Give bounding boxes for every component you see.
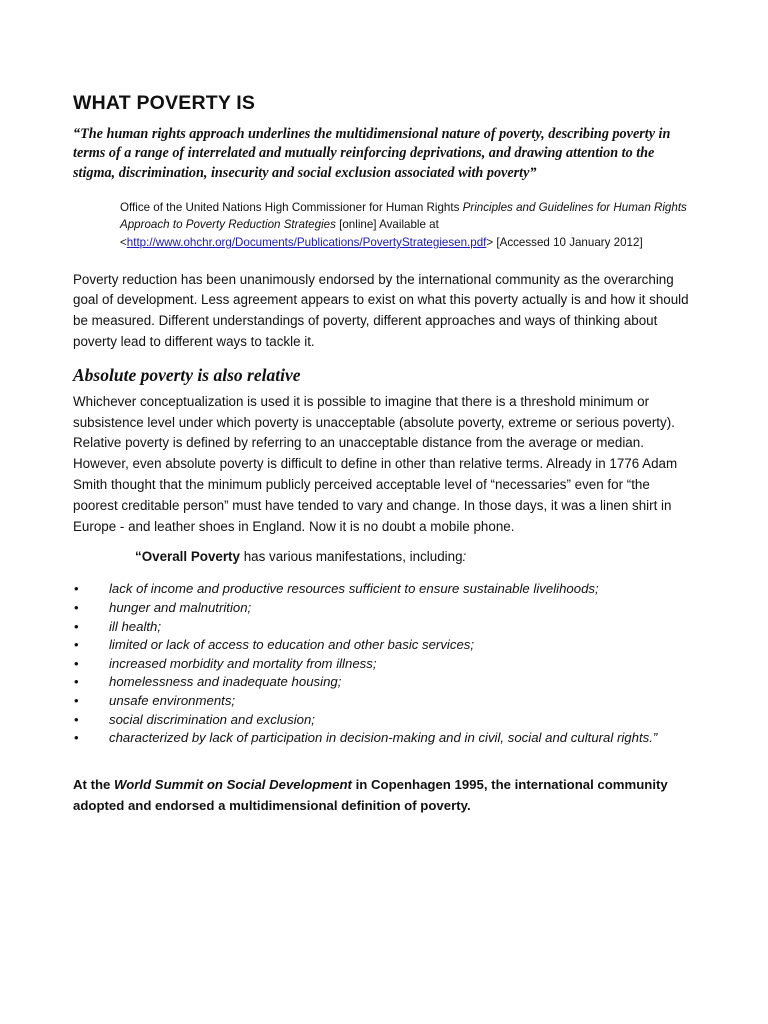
manifestations-intro [135,547,694,567]
list-item-text: increased morbidity and mortality from illness; [109,655,377,671]
bullet-icon: • [74,711,79,727]
list-item [73,580,694,599]
bullet-icon: • [74,637,79,653]
list-item [73,711,694,730]
list-item [73,729,694,748]
bullet-icon: • [74,693,79,708]
list-item-text: characterized by lack of participation in decision-making and in civil, social and cultural rights.” [109,730,658,746]
manifestations-list [73,580,694,747]
citation-online: [online] Available at < [120,218,439,250]
bullet-icon: • [74,581,79,597]
list-item-text: ill health; [109,618,162,634]
citation-accessed: > [Accessed 10 January 2012] [486,236,643,250]
list-item-text: unsafe environments; [109,693,236,708]
closing-paragraph [73,774,694,816]
list-item [73,618,694,637]
list-item-text: hunger and malnutrition; [109,600,252,616]
summit-name: World Summit on Social Development [114,776,352,792]
section-heading: Absolute poverty is also relative [73,364,301,385]
list-item-text: homelessness and inadequate housing; [109,674,342,690]
page-title: WHAT POVERTY IS [73,92,256,114]
intro-colon: : [462,549,467,565]
list-item-text: limited or lack of access to education and other basic services; [109,637,475,653]
citation-author: Office of the United Nations High Commissioner for Human Rights [120,200,463,214]
bullet-icon: • [74,674,79,690]
intro-rest: has various manifestations, including [239,549,463,565]
citation-link[interactable]: http://www.ohchr.org/Documents/Publications/PovertyStrategiesen.pdf [126,236,487,250]
list-item [73,655,694,674]
intro-open-quote: “ [135,549,142,565]
list-item [73,599,694,618]
bullet-icon: • [74,655,79,671]
list-item-text: social discrimination and exclusion; [109,711,315,727]
bullet-icon: • [74,730,79,746]
list-item-text: lack of income and productive resources sufficient to ensure sustainable livelihoods; [109,581,599,597]
intro-bold-term: Overall Poverty [141,549,240,565]
paragraph-absolute-poverty: Whichever conceptualization is used it is possible to imagine that there is a threshold minimum or subsistence level under which poverty is unacceptable (absolute poverty, extreme or serious poverty). Relative poverty is defined by referring to an unacceptable distance from the average or median. However, even absolute poverty is difficult to define in other than relative terms. Already in 1776 Adam Smith thought that the minimum publicly perceived acceptable level of “necessaries” even for “the poorest creditable person” must have tended to vary and change. In those days, it was a linen shirt in Europe - and leather shoes in England. Now it is no doubt a mobile phone. [73,393,678,534]
opening-quote: “The human rights approach underlines the multidimensional nature of poverty, describing poverty in terms of a range of interrelated and mutually reinforcing deprivations, and drawing attention to the stigma, discrimination, insecurity and social exclusion associated with poverty” [73,126,671,181]
list-item [73,636,694,655]
paragraph-intro: Poverty reduction has been unanimously endorsed by the international community as the overarching goal of development. Less agreement appears to exist on what this poverty actually is and how it should be measured. Different understandings of poverty, different approaches and ways of thinking about poverty lead to different ways to tackle it. [73,271,689,350]
bullet-icon: • [74,600,79,616]
closing-before: At the [73,776,115,792]
list-item [73,692,694,711]
closing-after: in Copenhagen 1995, the international community adopted and endorsed a multidimensional definition of poverty. [73,776,668,813]
citation [120,199,694,252]
list-item [73,673,694,692]
citation-work-title: Principles and Guidelines for Human Rights Approach to Poverty Reduction Strategies [120,200,687,232]
bullet-icon: • [74,618,79,634]
